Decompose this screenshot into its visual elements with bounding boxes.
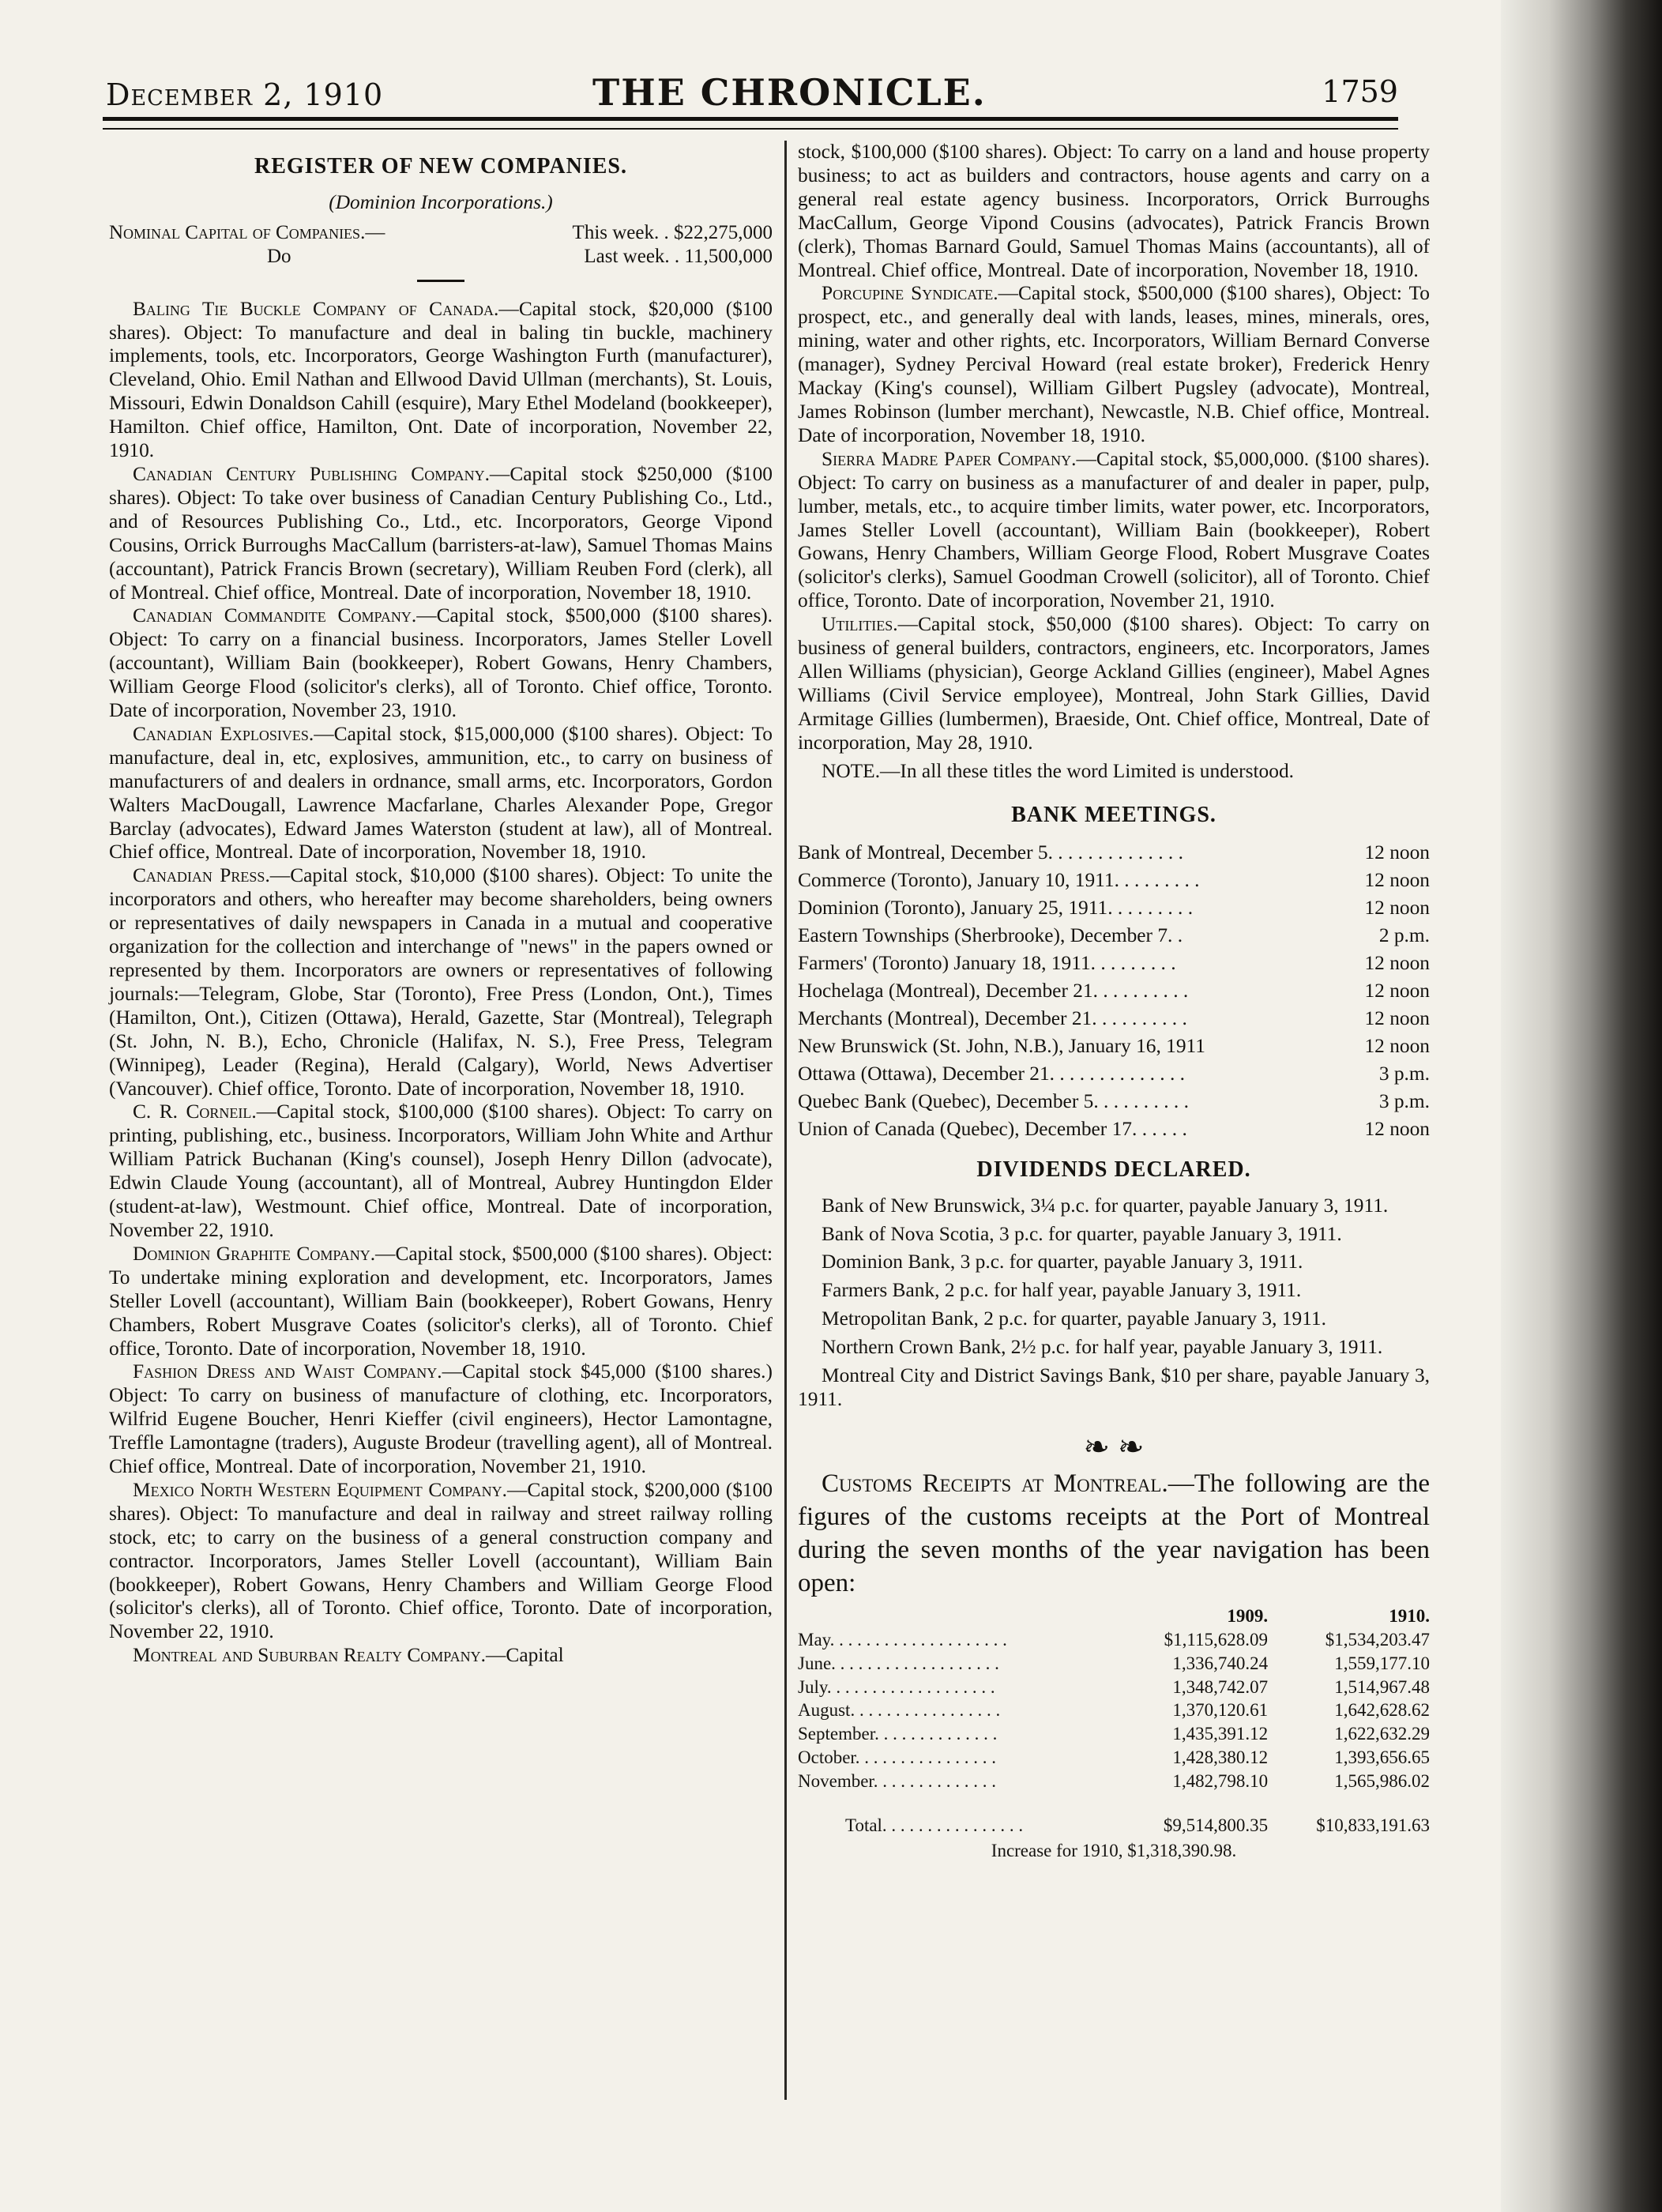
company-details: —Capital stock, $20,000 ($100 shares). Object: To manufacture and deal in baling tin buckle, machinery implements, tools, etc. Incorporators, George Washington Furth (manufacturer), Cleveland, Ohio. Emil Nathan and Ellwood David Ullman (merchants), St. Louis, Missouri, Edwin Donaldson Cahill (esquire), Mary Ethel Modeland (bookkeeper), Hamilton. Chief office, Hamilton, Ont. Date of incorporation, November 22, 1910.	[109, 297, 773, 462]
company-details: —Capital stock, $500,000 ($100 shares), Object: To prospect, etc., and generally deal with lands, leases, mines, minerals, ores, mining, water and other rights, etc. Incorporators, William Bernard Converse (manager), Sydney Percival Howard (real estate broker), Frederick Henry Mackay (King's counsel), William Gilbert Pugsley (advocate), Montreal, James Robinson (lumber merchant), Newcastle, N.B. Chief office, Montreal. Date of incorporation, November 18, 1910.	[798, 282, 1430, 446]
customs-month: October. . . . . . . . . . . . . . . .	[798, 1747, 997, 1768]
dividends-title: DIVIDENDS DECLARED.	[976, 1157, 1251, 1182]
company-name: C. R. Corneil.	[133, 1100, 257, 1123]
nominal-capital-label: Nominal Capital of Companies.—	[109, 221, 385, 243]
bank-meeting-time: 3 p.m.	[1378, 1063, 1430, 1085]
dividend-item: Northern Crown Bank, 2½ p.c. for half year, payable January 3, 1911.	[822, 1336, 1383, 1359]
company-entry	[798, 613, 1430, 754]
register-title: REGISTER OF NEW COMPANIES.	[254, 154, 627, 179]
customs-row	[798, 1676, 1430, 1699]
bank-meeting-row	[798, 895, 1430, 923]
company-details: —Capital stock $250,000 ($100 shares). Object: To take over business of Canadian Century Publishing Co., Ltd., and of Resources Publishing Co., Ltd., etc. Incorporators, George Vipond Cousins, Orrick Burroughs MacCallum (barristers-at-law), Samuel Thomas Mains (accountant), Patrick Francis Brown (secretary), William Reuben Ford (clerk), all of Montreal. Chief office, Montreal. Date of incorporation, November 18, 1910.	[109, 462, 773, 604]
bank-meeting-row	[798, 840, 1430, 867]
company-name: Canadian Commandite Company.	[133, 604, 417, 627]
company-name: Canadian Press.	[133, 864, 270, 887]
bank-meetings-title: BANK MEETINGS.	[1011, 802, 1216, 827]
company-entry	[109, 1644, 773, 1668]
customs-increase: Increase for 1910, $1,318,390.98.	[991, 1840, 1237, 1860]
dividend-item: Metropolitan Bank, 2 p.c. for quarter, payable January 3, 1911.	[822, 1307, 1326, 1330]
company-name: Utilities.	[822, 613, 898, 636]
dividends-list	[798, 1194, 1430, 1412]
company-entry	[109, 463, 773, 604]
customs-month: September. . . . . . . . . . . . . .	[798, 1724, 998, 1744]
customs-value-1909: 1,336,740.24	[1172, 1653, 1269, 1673]
customs-total-label: Total. . . . . . . . . . . . . . . .	[845, 1815, 1024, 1836]
bank-meeting-row	[798, 1089, 1430, 1116]
customs-month: November. . . . . . . . . . . . . .	[798, 1771, 997, 1792]
company-entry	[109, 723, 773, 864]
company-name: Baling Tie Buckle Company of Canada.	[133, 297, 499, 320]
customs-value-1910: 1,622,632.29	[1334, 1724, 1430, 1744]
customs-value-1910: 1,393,656.65	[1334, 1747, 1430, 1768]
bank-meeting-time: 12 noon	[1364, 841, 1430, 864]
company-details: —Capital stock, $5,000,000. ($100 shares). Object: To carry on business as a manufacturer of and dealer in paper, pulp, lumber, metals, etc., to acquire timber limits, water power, etc. Incorporators, James Steller Lovell (accountant), William Bain (bookkeeper), Robert Gowans, Henry Chambers, William George Flood, Robert Musgrave Coates (solicitor's clerks), Samuel Goodman Crowell (solicitor), all of Toronto. Chief office, Toronto. Date of incorporation, November 21, 1910.	[798, 447, 1431, 612]
company-name: Mexico North Western Equipment Company.	[133, 1478, 507, 1501]
dividend-item: Bank of New Brunswick, 3¼ p.c. for quarter, payable January 3, 1911.	[822, 1194, 1389, 1217]
company-entry	[109, 298, 773, 463]
bank-meeting-row	[798, 1033, 1430, 1061]
register-subtitle: (Dominion Incorporations.)	[329, 190, 553, 213]
header-title: THE CHRONICLE.	[592, 71, 987, 114]
bank-meeting-row	[798, 1061, 1430, 1089]
bank-meeting-bank: New Brunswick (St. John, N.B.), January 16, 1911	[798, 1035, 1205, 1058]
section-dash	[417, 280, 464, 282]
bank-meeting-time: 12 noon	[1364, 980, 1430, 1003]
company-name: Canadian Century Publishing Company.	[133, 462, 490, 485]
customs-month: August. . . . . . . . . . . . . . . . .	[798, 1700, 1001, 1721]
customs-row	[798, 1652, 1430, 1676]
bank-meeting-row	[798, 978, 1430, 1006]
dividend-item: Montreal City and District Savings Bank, $10 per share, payable January 3, 1911.	[798, 1364, 1430, 1411]
header-page-number: 1759	[1322, 74, 1398, 109]
bank-meeting-time: 12 noon	[1364, 869, 1430, 892]
company-details: —Capital stock, $50,000 ($100 shares). Object: To carry on business of general builders, contractors, engineers, etc. Incorporators, James Allen Williams (physician), George Ackland Gillies (engineer), Mabel Agnes Williams (Civil Service employee), Montreal, John Stark Gillies, David Armitage Gillies (lumbermen), Braeside, Ont. Chief office, Montreal, Date of incorporation, May 28, 1910.	[798, 613, 1430, 754]
company-entry	[798, 282, 1430, 447]
bank-meeting-bank: Commerce (Toronto), January 10, 1911. . . . . . . . .	[798, 869, 1200, 892]
ornament-fleuron: ❧ ❧	[1083, 1428, 1145, 1465]
company-details: —Capital stock, $200,000 ($100 shares). Object: To manufacture and deal in railway and street railway rolling stock, etc; to carry on the business of a general construction company and contractor. Incorporators, James Steller Lovell (accountant), William Bain (bookkeeper), Robert Gowans, Henry Chambers and William George Flood (solicitor's clerks), all of Toronto. Chief office, Toronto. Date of incorporation, November 22, 1910.	[109, 1478, 773, 1643]
bank-meeting-bank: Ottawa (Ottawa), December 21. . . . . . . . . . . . . .	[798, 1063, 1186, 1085]
customs-value-1910: 1,565,986.02	[1334, 1771, 1430, 1792]
customs-col-1909: 1909.	[1227, 1605, 1269, 1626]
customs-row	[798, 1770, 1430, 1793]
company-name: Dominion Graphite Company.	[133, 1242, 376, 1265]
customs-value-1909: 1,482,798.10	[1172, 1771, 1269, 1792]
company-details: —Capital stock $45,000 ($100 shares.) Object: To carry on business of manufacture of clothing, etc. Incorporators, Wilfrid Eugene Boucher, Henri Kieffer (civil engineers), Hector Lamontagne, Treffle Lamontagne (traders), Auguste Brodeur (travelling agent), all of Montreal. Chief office, Montreal. Date of incorporation, November 21, 1910.	[109, 1360, 773, 1478]
header-rule-thin	[103, 128, 1398, 130]
customs-value-1909: 1,435,391.12	[1172, 1724, 1269, 1744]
bank-meeting-bank: Quebec Bank (Quebec), December 5. . . . . . . . . .	[798, 1090, 1189, 1113]
company-entry-continued	[798, 141, 1430, 282]
company-entry	[109, 1243, 773, 1361]
nominal-capital-this-week	[109, 221, 773, 245]
bank-meeting-bank: Dominion (Toronto), January 25, 1911. . . . . . . . .	[798, 897, 1194, 920]
company-name: Canadian Explosives.	[133, 722, 314, 745]
customs-table	[798, 1604, 1430, 1838]
dividend-item: Farmers Bank, 2 p.c. for half year, payable January 3, 1911.	[822, 1279, 1302, 1302]
company-details: —Capital stock, $500,000 ($100 shares). Object: To carry on a financial business. Incorporators, James Steller Lovell (accountant), William Bain (bookkeeper), Robert Gowans, Henry Chambers, William George Flood (solicitor's clerks), all of Toronto. Chief office, Toronto. Date of incorporation, November 23, 1910.	[109, 604, 773, 722]
company-name: Fashion Dress and Waist Company.	[133, 1360, 442, 1383]
bank-meeting-bank: Merchants (Montreal), December 21. . . . . . . . . .	[798, 1007, 1187, 1030]
header-rule	[103, 117, 1398, 121]
bank-meeting-time: 12 noon	[1364, 952, 1430, 975]
customs-value-1909: $1,115,628.09	[1164, 1629, 1269, 1650]
company-name: Sierra Madre Paper Company.	[822, 447, 1077, 470]
nominal-capital-last-week	[109, 245, 773, 269]
company-entry	[109, 864, 773, 1100]
customs-month: July. . . . . . . . . . . . . . . . . . .	[798, 1676, 995, 1697]
bank-meeting-time: 12 noon	[1364, 897, 1430, 920]
bank-meeting-time: 12 noon	[1364, 1035, 1430, 1058]
bank-meeting-row	[798, 867, 1430, 895]
dividend-item: Dominion Bank, 3 p.c. for quarter, payable January 3, 1911.	[822, 1251, 1303, 1273]
bank-meetings-table	[798, 840, 1430, 1144]
this-week-value: This week. . $22,275,000	[572, 221, 773, 243]
last-week-value: Last week. . 11,500,000	[584, 245, 773, 267]
company-details: —Capital stock, $500,000 ($100 shares). Object: To undertake mining exploration and development, etc. Incorporators, James Steller Lovell (accountant), William Bain (bookkeeper), Robert Gowans, Henry Chambers, Robert Musgrave Coates (solicitor's clerks), all of Toronto. Chief office, Toronto. Date of incorporation, November 18, 1910.	[109, 1242, 773, 1360]
column-divider	[784, 141, 787, 2100]
header-date: December 2, 1910	[106, 77, 384, 112]
customs-value-1909: 1,428,380.12	[1172, 1747, 1269, 1768]
customs-heading: Customs Receipts at Montreal.	[822, 1469, 1168, 1498]
page-header	[103, 65, 1398, 120]
company-details: —Capital stock, $100,000 ($100 shares). Object: To carry on printing, publishing, etc., business. Incorporators, William John White and Arthur William Patrick Buchanan (King's counsel), Joseph Henry Dillon (advocate), Edwin Claude Young (accountant), all of Montreal, Aubrey Huntingdon Elder (student-at-law), Westmount. Chief office, Montreal. Date of incorporation, November 22, 1910.	[109, 1100, 773, 1241]
company-name: Montreal and Suburban Realty Company.	[133, 1644, 486, 1667]
left-column	[109, 141, 773, 1668]
customs-month: May. . . . . . . . . . . . . . . . . . . .	[798, 1629, 1007, 1650]
company-details: —Capital	[486, 1644, 564, 1667]
bank-meeting-row	[798, 923, 1430, 950]
bank-meeting-row	[798, 1006, 1430, 1033]
company-details: —Capital stock, $15,000,000 ($100 shares). Object: To manufacture, deal in, etc, explosives, ammunition, etc., to carry on business of manufacturers of and dealers in ordnance, small arms, etc. Incorporators, Gordon Walters MacDougall, Lawrence Macfarlane, Charles Alexander Pope, Gregor Barclay (advocates), Edward James Waterston (student at law), all of Montreal. Chief office, Montreal. Date of incorporation, November 18, 1910.	[109, 722, 773, 863]
customs-value-1910: 1,559,177.10	[1334, 1653, 1430, 1673]
dividend-item: Bank of Nova Scotia, 3 p.c. for quarter, payable January 3, 1911.	[822, 1222, 1342, 1245]
customs-value-1910: 1,642,628.62	[1334, 1700, 1430, 1721]
bank-meeting-bank: Hochelaga (Montreal), December 21. . . . . . . . . .	[798, 980, 1189, 1003]
customs-row	[798, 1698, 1430, 1722]
customs-intro-text: —The following are the figures of the customs receipts at the Port of Montreal during the seven months of the year navigation has been open:	[798, 1469, 1430, 1597]
customs-total-row	[798, 1793, 1430, 1838]
customs-row	[798, 1746, 1430, 1770]
right-column	[798, 141, 1430, 1863]
company-entry	[109, 604, 773, 723]
customs-month: June. . . . . . . . . . . . . . . . . . .	[798, 1653, 999, 1673]
company-details: —Capital stock, $10,000 ($100 shares). Object: To unite the incorporators and others, who hereafter may become shareholders, being owners or representatives of daily newspapers in Canada in a mutual and cooperative organization for the collection and interchange of "news" in the papers owned or represented by them. Incorporators are owners or representatives of following journals:—Telegram, Globe, Star (Toronto), Free Press (London, Ont.), Times (Hamilton, Ont.), Citizen (Ottawa), Herald, Gazette, Star (Montreal), Telegraph (St. John, N. B.), Echo, Chronicle (Halifax, N. S.), Free Press, Telegram (Winnipeg), Leader (Regina), Herald (Calgary), World, News Advertiser (Vancouver). Chief office, Toronto. Date of incorporation, November 18, 1910.	[109, 864, 773, 1100]
register-note: NOTE.—In all these titles the word Limited is understood.	[822, 759, 1294, 782]
bank-meeting-bank: Eastern Townships (Sherbrooke), December 7. .	[798, 924, 1183, 947]
company-entry	[109, 1479, 773, 1644]
bank-meeting-time: 2 p.m.	[1378, 924, 1430, 947]
bank-meeting-bank: Bank of Montreal, December 5. . . . . . . . . . . . . .	[798, 841, 1183, 864]
bank-meeting-time: 3 p.m.	[1378, 1090, 1430, 1113]
do-label: Do	[267, 245, 291, 267]
company-details: stock, $100,000 ($100 shares). Object: To carry on a land and house property business; to act as builders and contractors, house agents and carry on a general real estate agency business. Incorporators, Orrick Burroughs MacCallum, George Vipond Cousins (advocates), Patrick Francis Brown (clerk), Thomas Barnard Gould, Samuel Thomas Mains (accountants), all of Montreal. Chief office, Montreal. Date of incorporation, November 18, 1910.	[798, 141, 1430, 281]
customs-row	[798, 1628, 1430, 1652]
customs-month-header	[798, 1604, 1119, 1628]
company-name: Porcupine Syndicate.	[822, 282, 998, 305]
bank-meeting-bank: Union of Canada (Quebec), December 17. . . . . .	[798, 1118, 1187, 1141]
bank-meeting-row	[798, 950, 1430, 978]
bank-meeting-bank: Farmers' (Toronto) January 18, 1911. . . . . . . . .	[798, 952, 1176, 975]
customs-total-1910: $10,833,191.63	[1316, 1815, 1430, 1836]
customs-row	[798, 1722, 1430, 1746]
book-binding-edge	[1501, 0, 1662, 2212]
bank-meeting-time: 12 noon	[1364, 1007, 1430, 1030]
customs-value-1910: $1,534,203.47	[1325, 1629, 1430, 1650]
customs-intro	[798, 1467, 1430, 1600]
company-entry	[798, 448, 1430, 613]
customs-total-1909: $9,514,800.35	[1163, 1815, 1269, 1836]
bank-meeting-row	[798, 1116, 1430, 1144]
company-entry	[109, 1360, 773, 1479]
customs-value-1909: 1,370,120.61	[1172, 1700, 1269, 1721]
company-entry	[109, 1100, 773, 1242]
customs-col-1910: 1910.	[1389, 1605, 1430, 1626]
customs-value-1909: 1,348,742.07	[1172, 1676, 1269, 1697]
customs-value-1910: 1,514,967.48	[1334, 1676, 1430, 1697]
bank-meeting-time: 12 noon	[1364, 1118, 1430, 1141]
